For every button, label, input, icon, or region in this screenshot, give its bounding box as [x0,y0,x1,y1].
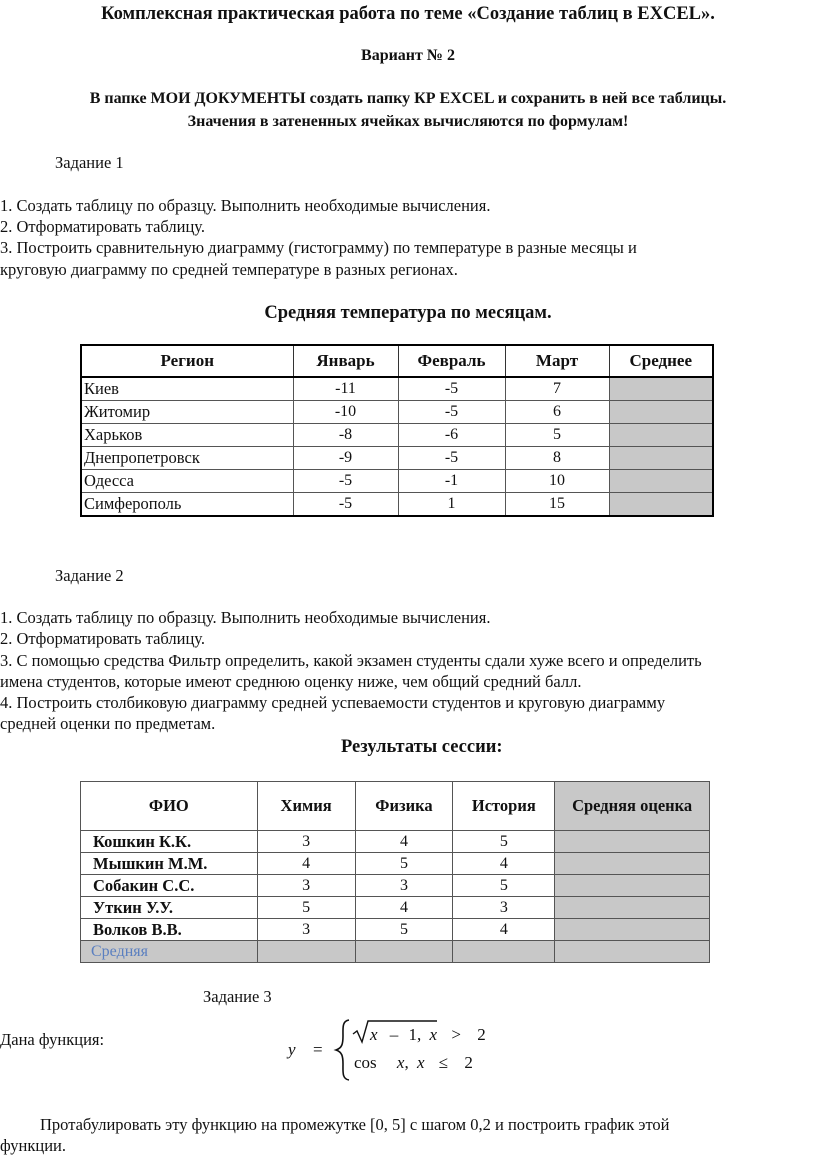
february-cell: -5 [398,401,505,424]
average-cell [609,401,713,424]
temperature-table-title: Средняя температура по месяцам. [264,303,552,323]
history-cell: 4 [453,919,555,941]
formula-case2-comma: , [404,1053,409,1072]
instruction-line-1: В папке МОИ ДОКУМЕНТЫ создать папку КР EXCEL и сохранить в ней все таблицы. [89,90,727,107]
physics-cell: 5 [355,853,453,875]
column-header-history: История [453,782,555,831]
brace-icon [333,1018,353,1082]
history-cell: 4 [453,853,555,875]
table-row [81,493,713,517]
march-cell: 7 [505,377,609,401]
chemistry-cell: 4 [257,853,355,875]
history-cell: 3 [453,897,555,919]
history-cell: 5 [453,875,555,897]
task2-step-3-cont: имена студентов, которые имеют среднюю оценку ниже, чем общий средний балл. [0,672,582,691]
february-cell: -5 [398,377,505,401]
average-grade-cell [555,919,710,941]
region-cell: Житомир [81,401,293,424]
column-header-march: Март [505,345,609,377]
formula-case1 [370,1025,486,1045]
january-cell: -8 [293,424,398,447]
average-grade-cell [555,897,710,919]
task2-step-4-cont: средней оценки по предметам. [0,714,216,733]
formula-y: y [288,1040,296,1059]
formula-case1-op: > [451,1025,461,1044]
january-cell: -5 [293,493,398,517]
task2-step-1: 1. Создать таблицу по образцу. Выполнить необходимые вычисления. [0,608,491,627]
formula-case1-x: x [429,1025,438,1044]
temperature-table-header [81,345,713,377]
temperature-table [80,344,714,517]
student-name-cell: Уткин У.У. [81,897,258,919]
february-cell: -1 [398,470,505,493]
column-header-average-grade: Средняя оценка [555,782,710,831]
table-row [81,447,713,470]
average-row [81,941,710,963]
task1-label: Задание 1 [55,153,124,172]
average-cell [609,470,713,493]
table-row [81,470,713,493]
chemistry-cell: 3 [257,919,355,941]
document-title: Комплексная практическая работа по теме «Создание таблиц в EXCEL». [101,4,715,24]
march-cell: 15 [505,493,609,517]
task1-step-3: 3. Построить сравнительную диаграмму (гистограмму) по температуре в разные месяцы и [0,238,637,257]
march-cell: 10 [505,470,609,493]
column-header-physics: Физика [355,782,453,831]
column-header-february: Февраль [398,345,505,377]
january-cell: -9 [293,447,398,470]
physics-cell: 5 [355,919,453,941]
instruction-line-2: Значения в затененных ячейках вычисляются по формулам! [187,113,629,130]
student-name-cell: Мышкин М.М. [81,853,258,875]
average-grade-cell [555,875,710,897]
task2-step-4: 4. Построить столбиковую диаграмму средней успеваемости студентов и круговую диаграмму [0,693,666,712]
student-name-cell: Волков В.В. [81,919,258,941]
student-name-cell: Кошкин К.К. [81,831,258,853]
average-cell [609,424,713,447]
formula-case1-comma: , [417,1025,422,1044]
column-header-average: Среднее [609,345,713,377]
average-grade-cell [555,853,710,875]
history-cell: 5 [453,831,555,853]
formula-case1-arg: x [370,1025,378,1044]
march-cell: 8 [505,447,609,470]
physics-average-cell [355,941,453,963]
region-cell: Одесса [81,470,293,493]
chemistry-average-cell [257,941,355,963]
task3-label: Задание 3 [203,987,272,1006]
formula-case1-one: 1 [408,1025,418,1044]
january-cell: -11 [293,377,398,401]
history-average-cell [453,941,555,963]
formula-case2-op: ≤ [438,1053,449,1072]
chemistry-cell: 3 [257,875,355,897]
formula-case2-x: x [416,1053,425,1072]
average-cell [609,377,713,401]
formula-equals: = [313,1040,323,1059]
region-cell: Днепропетровск [81,447,293,470]
column-header-january: Январь [293,345,398,377]
column-header-chemistry: Химия [257,782,355,831]
given-function-label: Дана функция: [0,1030,105,1049]
chemistry-cell: 3 [257,831,355,853]
table-row [81,897,710,919]
table-row [81,919,710,941]
table-row [81,831,710,853]
february-cell: -5 [398,447,505,470]
physics-cell: 4 [355,831,453,853]
tabulate-instruction-line-2: функции. [0,1136,66,1155]
task2-step-3: 3. С помощью средства Фильтр определить, какой экзамен студенты сдали хуже всего и определить [0,651,702,670]
session-table-header [81,782,710,831]
average-row-label: Средняя [81,941,258,963]
region-cell: Харьков [81,424,293,447]
session-results-table [80,781,710,963]
region-cell: Симферополь [81,493,293,517]
tabulate-instruction-line-1: Протабулировать эту функцию на промежутке [0, 5] с шагом 0,2 и построить график этой [40,1115,670,1134]
physics-cell: 3 [355,875,453,897]
formula-case1-val: 2 [477,1025,486,1044]
formula-case2 [354,1053,473,1073]
task1-step-3-cont: круговую диаграмму по средней температуре в разных регионах. [0,260,458,279]
physics-cell: 4 [355,897,453,919]
table-row [81,875,710,897]
february-cell: 1 [398,493,505,517]
average-cell [609,493,713,517]
march-cell: 6 [505,401,609,424]
table-row [81,401,713,424]
student-name-cell: Собакин С.С. [81,875,258,897]
formula-case1-minus: – [389,1025,399,1044]
march-cell: 5 [505,424,609,447]
region-cell: Киев [81,377,293,401]
column-header-name: ФИО [81,782,258,831]
column-header-region: Регион [81,345,293,377]
chemistry-cell: 5 [257,897,355,919]
table-row [81,377,713,401]
formula-case2-arg: x [396,1053,405,1072]
february-cell: -6 [398,424,505,447]
task2-label: Задание 2 [55,566,124,585]
average-cell [609,447,713,470]
average-grade-cell [555,831,710,853]
formula-case2-cos: cos [354,1053,377,1072]
january-cell: -5 [293,470,398,493]
table-row [81,853,710,875]
task1-step-1: 1. Создать таблицу по образцу. Выполнить необходимые вычисления. [0,196,491,215]
january-cell: -10 [293,401,398,424]
task2-step-2: 2. Отформатировать таблицу. [0,629,206,648]
formula-case2-val: 2 [464,1053,473,1072]
variant-label: Вариант № 2 [361,47,455,64]
table-row [81,424,713,447]
task1-step-2: 2. Отформатировать таблицу. [0,217,206,236]
overall-average-cell [555,941,710,963]
session-table-title: Результаты сессии: [341,737,503,757]
